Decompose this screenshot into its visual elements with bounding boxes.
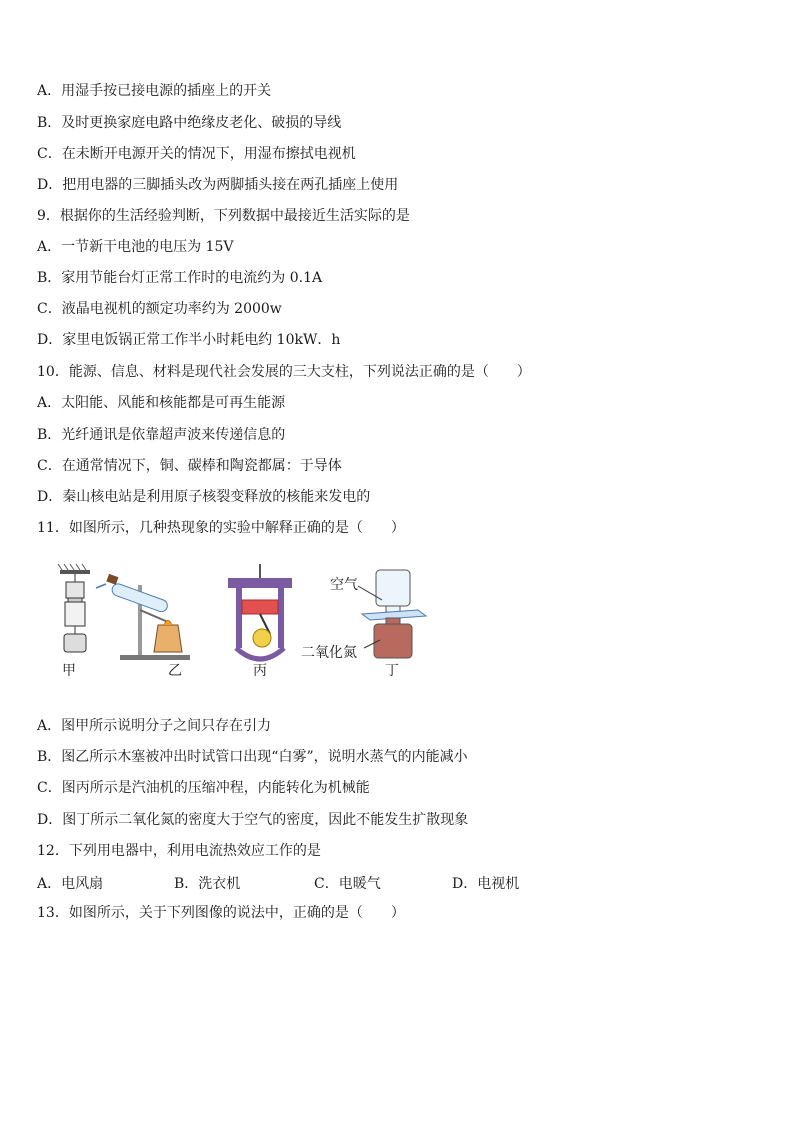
q9-option-d: D．家里电饭锅正常工作半小时耗电约 10kW．h (37, 332, 341, 348)
air-label: 空气 (330, 577, 358, 593)
q10-option-c: C．在通常情况下，铜、碳棒和陶瓷都属：于导体 (37, 458, 342, 474)
q10-option-a: A．太阳能、风能和核能都是可再生能源 (37, 395, 286, 411)
q8-option-d: D．把用电器的三脚插头改为两脚插头接在两孔插座上使用 (37, 177, 399, 193)
engine-cylinder-diagram (228, 564, 292, 659)
figure-label-bing: 丙 (253, 663, 267, 679)
q9-option-a: A．一节新干电池的电压为 15V (37, 239, 234, 255)
q13-stem: 13．如图所示，关于下列图像的说法中，正确的是（ ） (37, 905, 405, 921)
q11-option-c: C．图丙所示是汽油机的压缩冲程，内能转化为机械能 (37, 780, 370, 796)
q11-figure (40, 560, 440, 690)
q12-option-b: B．洗衣机 (174, 876, 241, 892)
figure-label-jia: 甲 (62, 663, 76, 679)
figure-label-ding: 丁 (385, 663, 399, 679)
q10-stem: 10．能源、信息、材料是现代社会发展的三大支柱，下列说法正确的是（ ） (37, 364, 531, 380)
figure-label-yi: 乙 (168, 663, 182, 679)
no2-label: 二氧化氮 (301, 645, 357, 661)
q8-option-c: C．在未断开电源开关的情况下，用湿布擦拭电视机 (37, 146, 356, 162)
q9-stem: 9．根据你的生活经验判断，下列数据中最接近生活实际的是 (37, 208, 410, 224)
q8-option-b: B．及时更换家庭电路中绝缘皮老化、破损的导线 (37, 115, 342, 131)
q12-options (37, 873, 757, 891)
q12-option-a: A．电风扇 (37, 876, 104, 892)
q11-option-a: A．图甲所示说明分子之间只存在引力 (37, 718, 272, 734)
q11-option-d: D．图丁所示二氧化氮的密度大于空气的密度，因此不能发生扩散现象 (37, 812, 469, 828)
test-tube-diagram (96, 574, 190, 660)
q12-option-c: C．电暖气 (314, 876, 381, 892)
lead-blocks-diagram (58, 564, 90, 652)
q8-option-a: A．用湿手按已接电源的插座上的开关 (37, 83, 272, 99)
q11-diagrams (40, 560, 440, 690)
q12-stem: 12．下列用电器中，利用电流热效应工作的是 (37, 843, 321, 859)
q12-option-d: D．电视机 (452, 876, 520, 892)
q10-option-d: D．秦山核电站是利用原子核裂变释放的核能来发电的 (37, 489, 371, 505)
q9-option-c: C．液晶电视机的额定功率约为 2000w (37, 301, 282, 317)
q9-option-b: B．家用节能台灯正常工作时的电流约为 0.1A (37, 270, 323, 286)
q11-stem: 11．如图所示，几种热现象的实验中解释正确的是（ ） (37, 520, 405, 536)
q10-option-b: B．光纤通讯是依靠超声波来传递信息的 (37, 427, 286, 443)
diffusion-bottles-diagram (358, 570, 426, 658)
q11-option-b: B．图乙所示木塞被冲出时试管口出现“白雾”，说明水蒸气的内能减小 (37, 749, 468, 765)
